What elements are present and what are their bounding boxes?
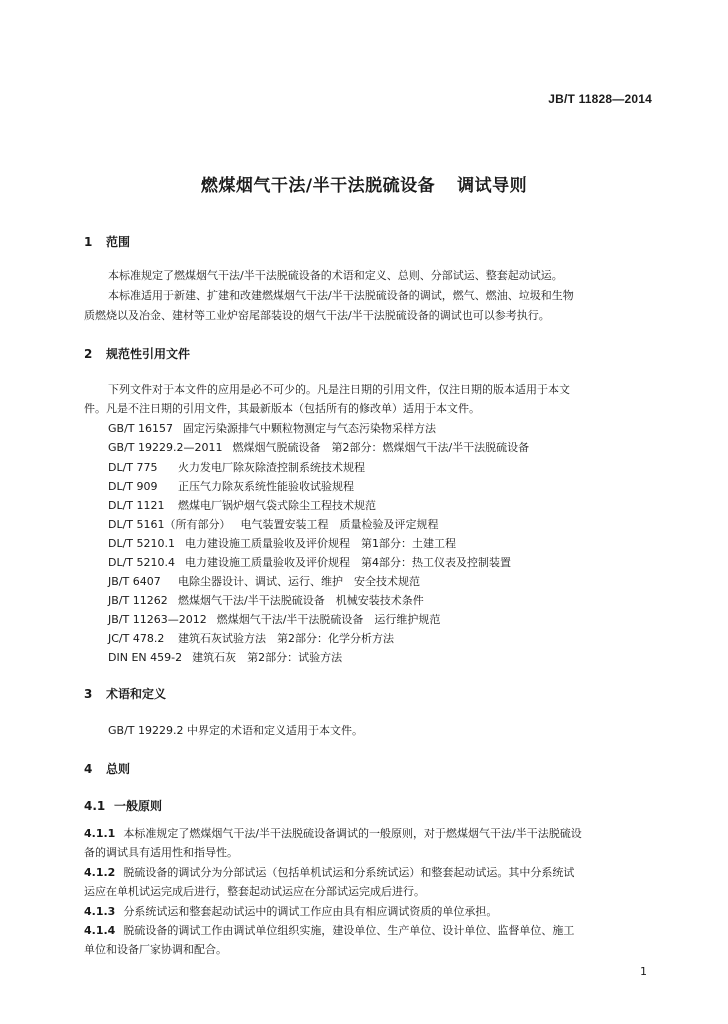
reference-title: 燃煤烟气干法/半干法脱硫设备 运行维护规范 [216, 613, 441, 626]
reference-code: GB/T 16157 [108, 422, 173, 435]
clause-text: 本标准规定了燃煤烟气干法/半干法脱硫设备调试的一般原则，对于燃煤烟气干法/半干法脱硫设 [123, 827, 582, 840]
document-title [0, 171, 728, 196]
section-heading-scope [84, 233, 130, 250]
reference-item [108, 632, 394, 646]
clause-line [84, 827, 582, 841]
clause-line [84, 905, 497, 919]
reference-code: JB/T 6407 [108, 575, 161, 588]
reference-title: 电除尘器设计、调试、运行、维护 安全技术规范 [178, 575, 420, 588]
clause-number: 4.1.2 [84, 866, 116, 879]
paragraph-line: 质燃烧以及冶金、建材等工业炉窑尾部装设的烟气干法/半干法脱硫设备的调试也可以参考执行。 [84, 309, 550, 322]
reference-code: DL/T 5161（所有部分） [108, 518, 231, 531]
reference-title: 固定污染源排气中颗粒物测定与气态污染物采样方法 [183, 422, 436, 435]
section-title: 范围 [106, 235, 131, 249]
reference-code: DL/T 5210.1 [108, 537, 176, 550]
reference-title: 火力发电厂除灰除渣控制系统技术规程 [178, 461, 365, 474]
reference-title: 正压气力除灰系统性能验收试验规程 [178, 480, 354, 493]
reference-item [108, 499, 376, 513]
reference-item [108, 613, 440, 627]
reference-title: 燃煤电厂锅炉烟气袋式除尘工程技术规范 [178, 499, 376, 512]
reference-title: 电力建设施工质量验收及评价规程 第4部分：热工仪表及控制装置 [185, 556, 512, 569]
section-number: 4 [84, 762, 93, 776]
reference-item [108, 518, 439, 532]
subsection-heading [84, 797, 162, 814]
clause-line [84, 866, 574, 880]
reference-item [108, 480, 354, 494]
paragraph-line: 下列文件对于本文件的应用是必不可少的。凡是注日期的引用文件，仅注日期的版本适用于本文 [108, 383, 570, 396]
section-title: 术语和定义 [106, 687, 167, 701]
paragraph-line: 本标准规定了燃煤烟气干法/半干法脱硫设备的术语和定义、总则、分部试运、整套起动试运。 [108, 269, 563, 282]
reference-item [108, 556, 511, 570]
reference-item [108, 651, 342, 665]
reference-item [108, 594, 424, 608]
reference-code: GB/T 19229.2—2011 [108, 441, 223, 454]
reference-code: JB/T 11262 [108, 594, 168, 607]
paragraph-line: GB/T 19229.2 中界定的术语和定义适用于本文件。 [108, 724, 363, 737]
clause-number: 4.1.4 [84, 924, 116, 937]
standard-number: JB/T 11828—2014 [548, 92, 652, 106]
reference-item [108, 441, 529, 455]
page-number: 1 [640, 965, 647, 978]
reference-title: 建筑石灰 第2部分：试验方法 [192, 651, 343, 664]
reference-code: DL/T 1121 [108, 499, 165, 512]
section-number: 3 [84, 687, 93, 701]
clause-line: 单位和设备厂家协调和配合。 [84, 943, 227, 956]
subsection-number: 4.1 [84, 799, 106, 813]
reference-code: DL/T 909 [108, 480, 158, 493]
clause-line [84, 924, 574, 938]
reference-code: DL/T 775 [108, 461, 158, 474]
clause-text: 分系统试运和整套起动试运中的调试工作应由具有相应调试资质的单位承担。 [123, 905, 498, 918]
reference-item [108, 422, 436, 436]
reference-code: JB/T 11263—2012 [108, 613, 207, 626]
section-heading-general [84, 760, 130, 777]
reference-title: 燃煤烟气脱硫设备 第2部分：燃煤烟气干法/半干法脱硫设备 [232, 441, 530, 454]
paragraph-line: 件。凡是不注日期的引用文件，其最新版本（包括所有的修改单）适用于本文件。 [84, 402, 480, 415]
section-title: 规范性引用文件 [106, 347, 191, 361]
section-number: 1 [84, 235, 93, 249]
reference-title: 燃煤烟气干法/半干法脱硫设备 机械安装技术条件 [178, 594, 424, 607]
clause-number: 4.1.3 [84, 905, 116, 918]
reference-item [108, 575, 420, 589]
clause-text: 脱硫设备的调试分为分部试运（包括单机试运和分系统试运）和整套起动试运。其中分系统试 [123, 866, 575, 879]
section-title: 总则 [106, 762, 131, 776]
title-main: 燃煤烟气干法/半干法脱硫设备 [200, 176, 436, 196]
clause-line: 备的调试具有适用性和指导性。 [84, 846, 238, 859]
section-heading-normative [84, 345, 190, 362]
reference-code: DL/T 5210.4 [108, 556, 176, 569]
reference-title: 电气装置安装工程 质量检验及评定规程 [240, 518, 439, 531]
subsection-title: 一般原则 [114, 799, 163, 813]
section-number: 2 [84, 347, 93, 361]
clause-number: 4.1.1 [84, 827, 116, 840]
reference-code: JC/T 478.2 [108, 632, 165, 645]
clause-text: 脱硫设备的调试工作由调试单位组织实施，建设单位、生产单位、设计单位、监督单位、施工 [123, 924, 575, 937]
reference-item [108, 537, 456, 551]
reference-code: DIN EN 459-2 [108, 651, 183, 664]
reference-item [108, 461, 365, 475]
reference-title: 电力建设施工质量验收及评价规程 第1部分：土建工程 [185, 537, 457, 550]
section-heading-terms [84, 685, 166, 702]
title-sub: 调试导则 [457, 176, 528, 196]
clause-line: 运应在单机试运完成后进行，整套起动试运应在分部试运完成后进行。 [84, 885, 425, 898]
paragraph-line: 本标准适用于新建、扩建和改建燃煤烟气干法/半干法脱硫设备的调试，燃气、燃油、垃圾和生物 [108, 289, 574, 302]
reference-title: 建筑石灰试验方法 第2部分：化学分析方法 [178, 632, 394, 645]
